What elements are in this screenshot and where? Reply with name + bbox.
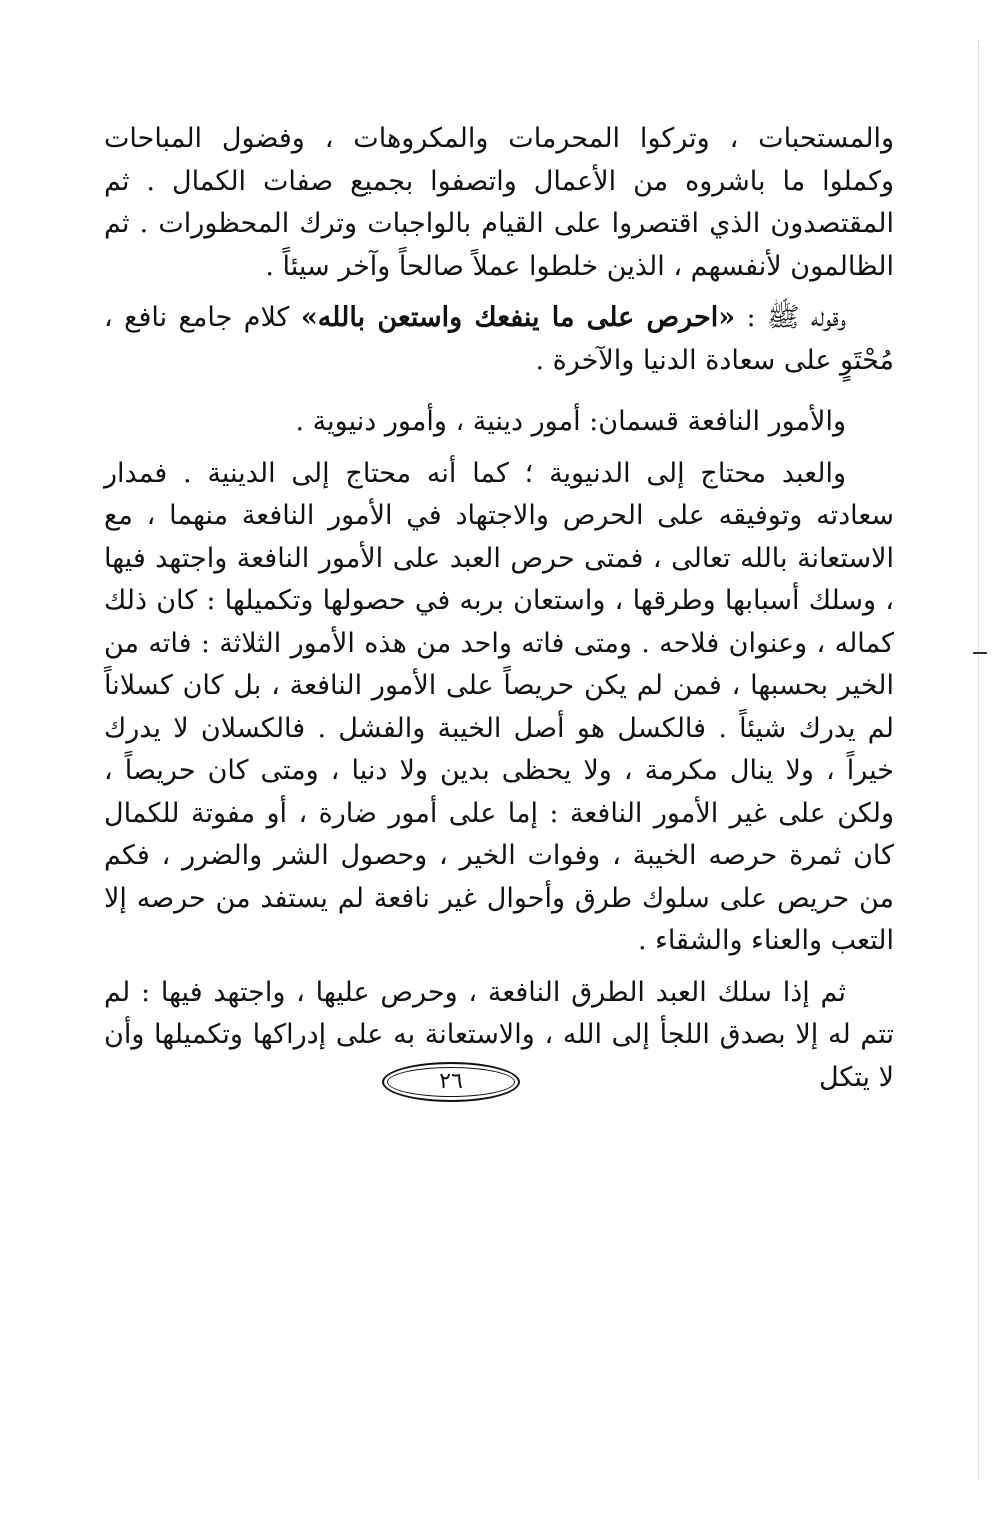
hadith-quote: «احرص على ما ينفعك واستعن بالله» [300,302,736,333]
page-number-frame [382,1062,520,1102]
scan-margin-artifact [978,40,979,1480]
paragraph-hadith [104,297,894,382]
paragraph-categories-of-people [104,118,894,288]
paragraph-beneficial-matters [104,401,894,444]
paragraph-servant-needs [104,453,894,963]
page-number: ٢٦ [439,1069,463,1094]
paragraph-text: والعبد محتاج إلى الدنيوية ؛ كما أنه محتاج إلى الدينية . فمدار سعادته وتوفيقه على الحرص والاجتهاد في الأمور النافعة منهما ، مع الاستعانة بالله تعالى ، فمتى حرص العبد على الأمور النافعة واجتهد فيها ، وسلك أسبابها وطرقها ، واستعان بربه في حصولها وتكميلها : كان ذلك كماله ، وعنوان فلاحه . ومتى فاته واحد من هذه الأمور الثلاثة : فاته من الخير بحسبها ، فمن لم يكن حريصاً على الأمور النافعة ، بل كان كسلاناً لم يدرك شيئاً . فالكسل هو أصل الخيبة والفشل . فالكسلان لا يدرك خيراً ، ولا ينال مكرمة ، ولا يحظى بدين ولا دنيا ، ومتى كان حريصاً ، ولكن على غير الأمور النافعة : إما على أمور ضارة ، أو مفوتة للكمال كان ثمرة حرصه الخيبة ، وفوات الخير ، وحصول الشر والضرر ، فكم من حريص على سلوك طرق وأحوال غير نافعة لم يستفد من حرصه إلا التعب والعناء والشقاء . [104,457,894,956]
body-text [104,118,894,1099]
paragraph-text: ثم إذا سلك العبد الطرق النافعة ، وحرص عليها ، واجتهد فيها : لم تتم له إلا بصدق اللجأ إلى الله ، والاستعانة به على إدراكها وتكميلها وأن لا يتكل [104,976,894,1093]
paragraph-text: والأمور النافعة قسمان: أمور دينية ، وأمور دنيوية . [295,406,846,437]
hadith-intro: وقوله ﷺ : [735,302,846,333]
paragraph-text: والمستحبات ، وتركوا المحرمات والمكروهات ، وفضول المباحات وكملوا ما باشروه من الأعمال واتصفوا بجميع صفات الكمال . ثم المقتصدون الذي اقتصروا على القيام بالواجبات وترك المحظورات . ثم الظالمون لأنفسهم ، الذين خلطوا عملاً صالحاً وآخر سيئاً . [104,123,894,282]
hadith-commentary: كلام جامع نافع ، مُحْتَوٍ على سعادة الدنيا والآخرة . [104,302,894,376]
scan-margin-tick [973,652,987,654]
